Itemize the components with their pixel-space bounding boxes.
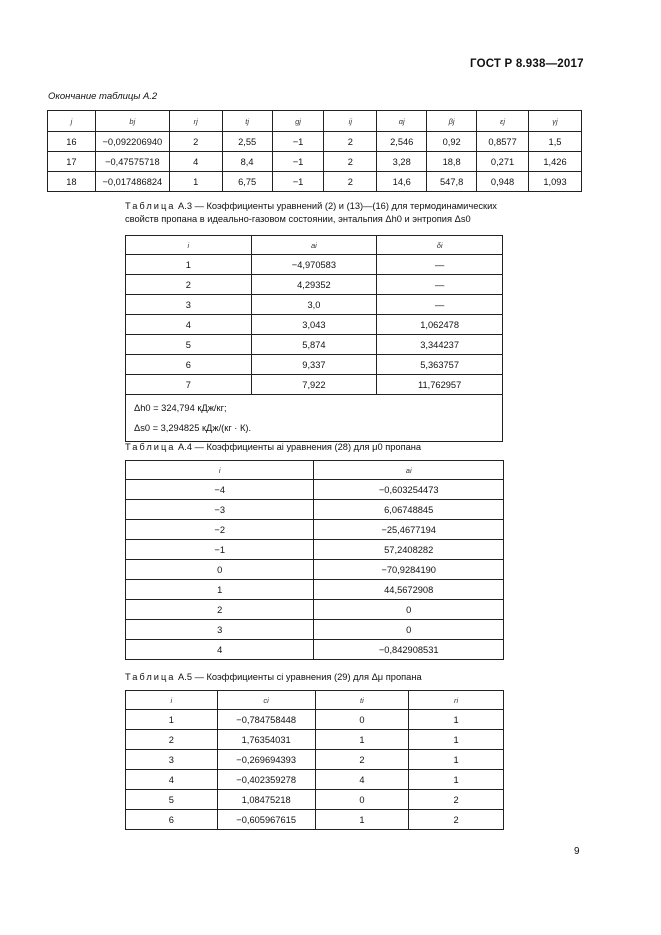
table-cell: 8,4: [222, 152, 272, 172]
table-cell: 0: [126, 560, 314, 580]
table-cell: 1: [126, 255, 252, 275]
table-a2-end: [47, 110, 582, 192]
table-cell: 2: [409, 790, 504, 810]
table-row: [126, 600, 504, 620]
table-row: [126, 520, 504, 540]
table-cell: −4: [126, 480, 314, 500]
table-cell: 1,08475218: [217, 790, 315, 810]
column-header: gj: [272, 111, 324, 132]
table-row: [126, 730, 504, 750]
document-header: ГОСТ Р 8.938—2017: [470, 58, 584, 70]
table-cell: 2: [126, 730, 218, 750]
table-cell: 2: [324, 172, 377, 192]
table-cell: 1: [409, 710, 504, 730]
table-a3: [125, 235, 503, 442]
table-cell: 0,948: [477, 172, 529, 192]
table-cell: −0,017486824: [95, 172, 169, 192]
table-cell: 4: [315, 770, 409, 790]
table-cell: −0,47575718: [95, 152, 169, 172]
table-cell: 44,5672908: [314, 580, 504, 600]
table-cell: 2: [315, 750, 409, 770]
table-cell: 6,75: [222, 172, 272, 192]
table-cell: 6: [126, 355, 252, 375]
table-row: [126, 540, 504, 560]
table-cell: 547,8: [427, 172, 477, 192]
table-header-row: [126, 691, 504, 710]
table-cell: 2: [126, 275, 252, 295]
table-cell: 18: [48, 172, 96, 192]
table-cell: 57,2408282: [314, 540, 504, 560]
table-cell: −25,4677194: [314, 520, 504, 540]
table-cell: 1: [409, 730, 504, 750]
table-cell: 2: [324, 152, 377, 172]
table-cell: 4: [126, 315, 252, 335]
table-cell: 16: [48, 132, 96, 152]
table-a3-caption: [125, 200, 525, 226]
table-cell: 2: [169, 132, 222, 152]
table-cell: −4,970583: [251, 255, 377, 275]
table-cell: 1: [126, 580, 314, 600]
table-cell: —: [377, 295, 503, 315]
table-caption-text: А.4 — Коэффициенты ai уравнения (28) для μ0 пропана: [178, 442, 422, 452]
table-cell: 0: [314, 620, 504, 640]
table-cell: −0,092206940: [95, 132, 169, 152]
column-header: j: [48, 111, 96, 132]
table-header-row: [48, 111, 582, 132]
page-number: 9: [574, 846, 580, 857]
note-line-enthalpy: Δh0 = 324,794 кДж/кг;: [134, 403, 227, 413]
table-cell: 1,76354031: [217, 730, 315, 750]
table-cell: 14,6: [377, 172, 427, 192]
table-cell: —: [377, 275, 503, 295]
column-header: δi: [377, 236, 503, 255]
table-row: [48, 172, 582, 192]
column-header: ai: [314, 461, 504, 480]
table-cell: 3,0: [251, 295, 377, 315]
table-cell: 1: [315, 810, 409, 830]
table-row: [126, 500, 504, 520]
column-header: εj: [477, 111, 529, 132]
table-cell: −3: [126, 500, 314, 520]
column-header: i: [126, 691, 218, 710]
table-row: [126, 335, 503, 355]
table-row: [126, 770, 504, 790]
table-a4-caption: [125, 441, 525, 454]
column-header: γj: [529, 111, 582, 132]
table-a4: [125, 460, 504, 660]
table-row: [126, 295, 503, 315]
table-cell: 1,426: [529, 152, 582, 172]
column-header: ti: [315, 691, 409, 710]
table-caption-text: А.5 — Коэффициенты ci уравнения (29) для Δμ пропана: [178, 672, 422, 682]
table-note: [126, 395, 503, 442]
table-cell: −2: [126, 520, 314, 540]
table-cell: 3: [126, 620, 314, 640]
table-cell: −0,784758448: [217, 710, 315, 730]
column-header: ai: [251, 236, 377, 255]
table-cell: 0,8577: [477, 132, 529, 152]
table-cell: 2,55: [222, 132, 272, 152]
table-cell: 3,344237: [377, 335, 503, 355]
table-row: [126, 790, 504, 810]
table-row: [126, 710, 504, 730]
column-header: αj: [377, 111, 427, 132]
table-cell: −1: [272, 152, 324, 172]
column-header: bj: [95, 111, 169, 132]
table-cell: 0: [315, 710, 409, 730]
table-label: Таблица: [125, 201, 176, 211]
table-cell: 1: [315, 730, 409, 750]
table-row: [126, 640, 504, 660]
table-row: [126, 375, 503, 395]
table-cell: −1: [272, 172, 324, 192]
table-row: [126, 620, 504, 640]
table-a2-continuation-caption: Окончание таблицы А.2: [48, 91, 158, 102]
column-header: i: [126, 236, 252, 255]
table-label: Таблица: [125, 672, 176, 682]
table-row: [126, 255, 503, 275]
table-cell: 1,5: [529, 132, 582, 152]
table-row: [126, 315, 503, 335]
table-cell: 1: [409, 770, 504, 790]
column-header: ri: [409, 691, 504, 710]
table-cell: −1: [126, 540, 314, 560]
table-cell: 7: [126, 375, 252, 395]
table-row: [126, 355, 503, 375]
table-cell: −1: [272, 132, 324, 152]
table-cell: 7,922: [251, 375, 377, 395]
table-cell: −0,842908531: [314, 640, 504, 660]
table-cell: 6: [126, 810, 218, 830]
table-cell: −0,603254473: [314, 480, 504, 500]
table-cell: 17: [48, 152, 96, 172]
column-header: ci: [217, 691, 315, 710]
table-header-row: [126, 461, 504, 480]
table-cell: 5,874: [251, 335, 377, 355]
table-row: [126, 750, 504, 770]
column-header: rj: [169, 111, 222, 132]
table-cell: 4,29352: [251, 275, 377, 295]
table-cell: 1,093: [529, 172, 582, 192]
table-cell: 6,06748845: [314, 500, 504, 520]
table-cell: 5: [126, 335, 252, 355]
table-row: [126, 480, 504, 500]
table-cell: 4: [126, 770, 218, 790]
table-cell: 3,28: [377, 152, 427, 172]
table-cell: —: [377, 255, 503, 275]
table-cell: 0,271: [477, 152, 529, 172]
table-row: [126, 560, 504, 580]
table-cell: 1: [126, 710, 218, 730]
table-caption-text: А.3 — Коэффициенты уравнений (2) и (13)—(16) для термодинамических свойств пропана в идеально-газовом состоянии, энтальпия Δh0 и энтропия Δs0: [125, 201, 497, 224]
table-cell: −70,9284190: [314, 560, 504, 580]
table-cell: 18,8: [427, 152, 477, 172]
table-label: Таблица: [125, 442, 176, 452]
table-cell: −0,605967615: [217, 810, 315, 830]
column-header: ij: [324, 111, 377, 132]
table-cell: 0,92: [427, 132, 477, 152]
table-row: [48, 152, 582, 172]
table-row: [126, 275, 503, 295]
table-cell: 2: [409, 810, 504, 830]
column-header: i: [126, 461, 314, 480]
table-a5-caption: [125, 671, 525, 684]
table-cell: 4: [126, 640, 314, 660]
table-cell: 5,363757: [377, 355, 503, 375]
table-cell: 5: [126, 790, 218, 810]
table-cell: 2: [126, 600, 314, 620]
table-a5: [125, 690, 504, 830]
table-row: [126, 580, 504, 600]
table-row: [126, 810, 504, 830]
table-cell: 3: [126, 750, 218, 770]
column-header: tj: [222, 111, 272, 132]
table-cell: 9,337: [251, 355, 377, 375]
table-cell: −0,402359278: [217, 770, 315, 790]
column-header: βj: [427, 111, 477, 132]
table-cell: 1,062478: [377, 315, 503, 335]
table-cell: 11,762957: [377, 375, 503, 395]
table-cell: 3: [126, 295, 252, 315]
table-cell: 4: [169, 152, 222, 172]
note-line-entropy: Δs0 = 3,294825 кДж/(кг · К).: [134, 423, 252, 433]
table-cell: 0: [315, 790, 409, 810]
table-cell: 1: [169, 172, 222, 192]
table-cell: 3,043: [251, 315, 377, 335]
table-row: [48, 132, 582, 152]
table-note-row: [126, 395, 503, 442]
table-cell: 0: [314, 600, 504, 620]
table-cell: 1: [409, 750, 504, 770]
table-header-row: [126, 236, 503, 255]
table-cell: 2,546: [377, 132, 427, 152]
table-cell: −0,269694393: [217, 750, 315, 770]
table-cell: 2: [324, 132, 377, 152]
